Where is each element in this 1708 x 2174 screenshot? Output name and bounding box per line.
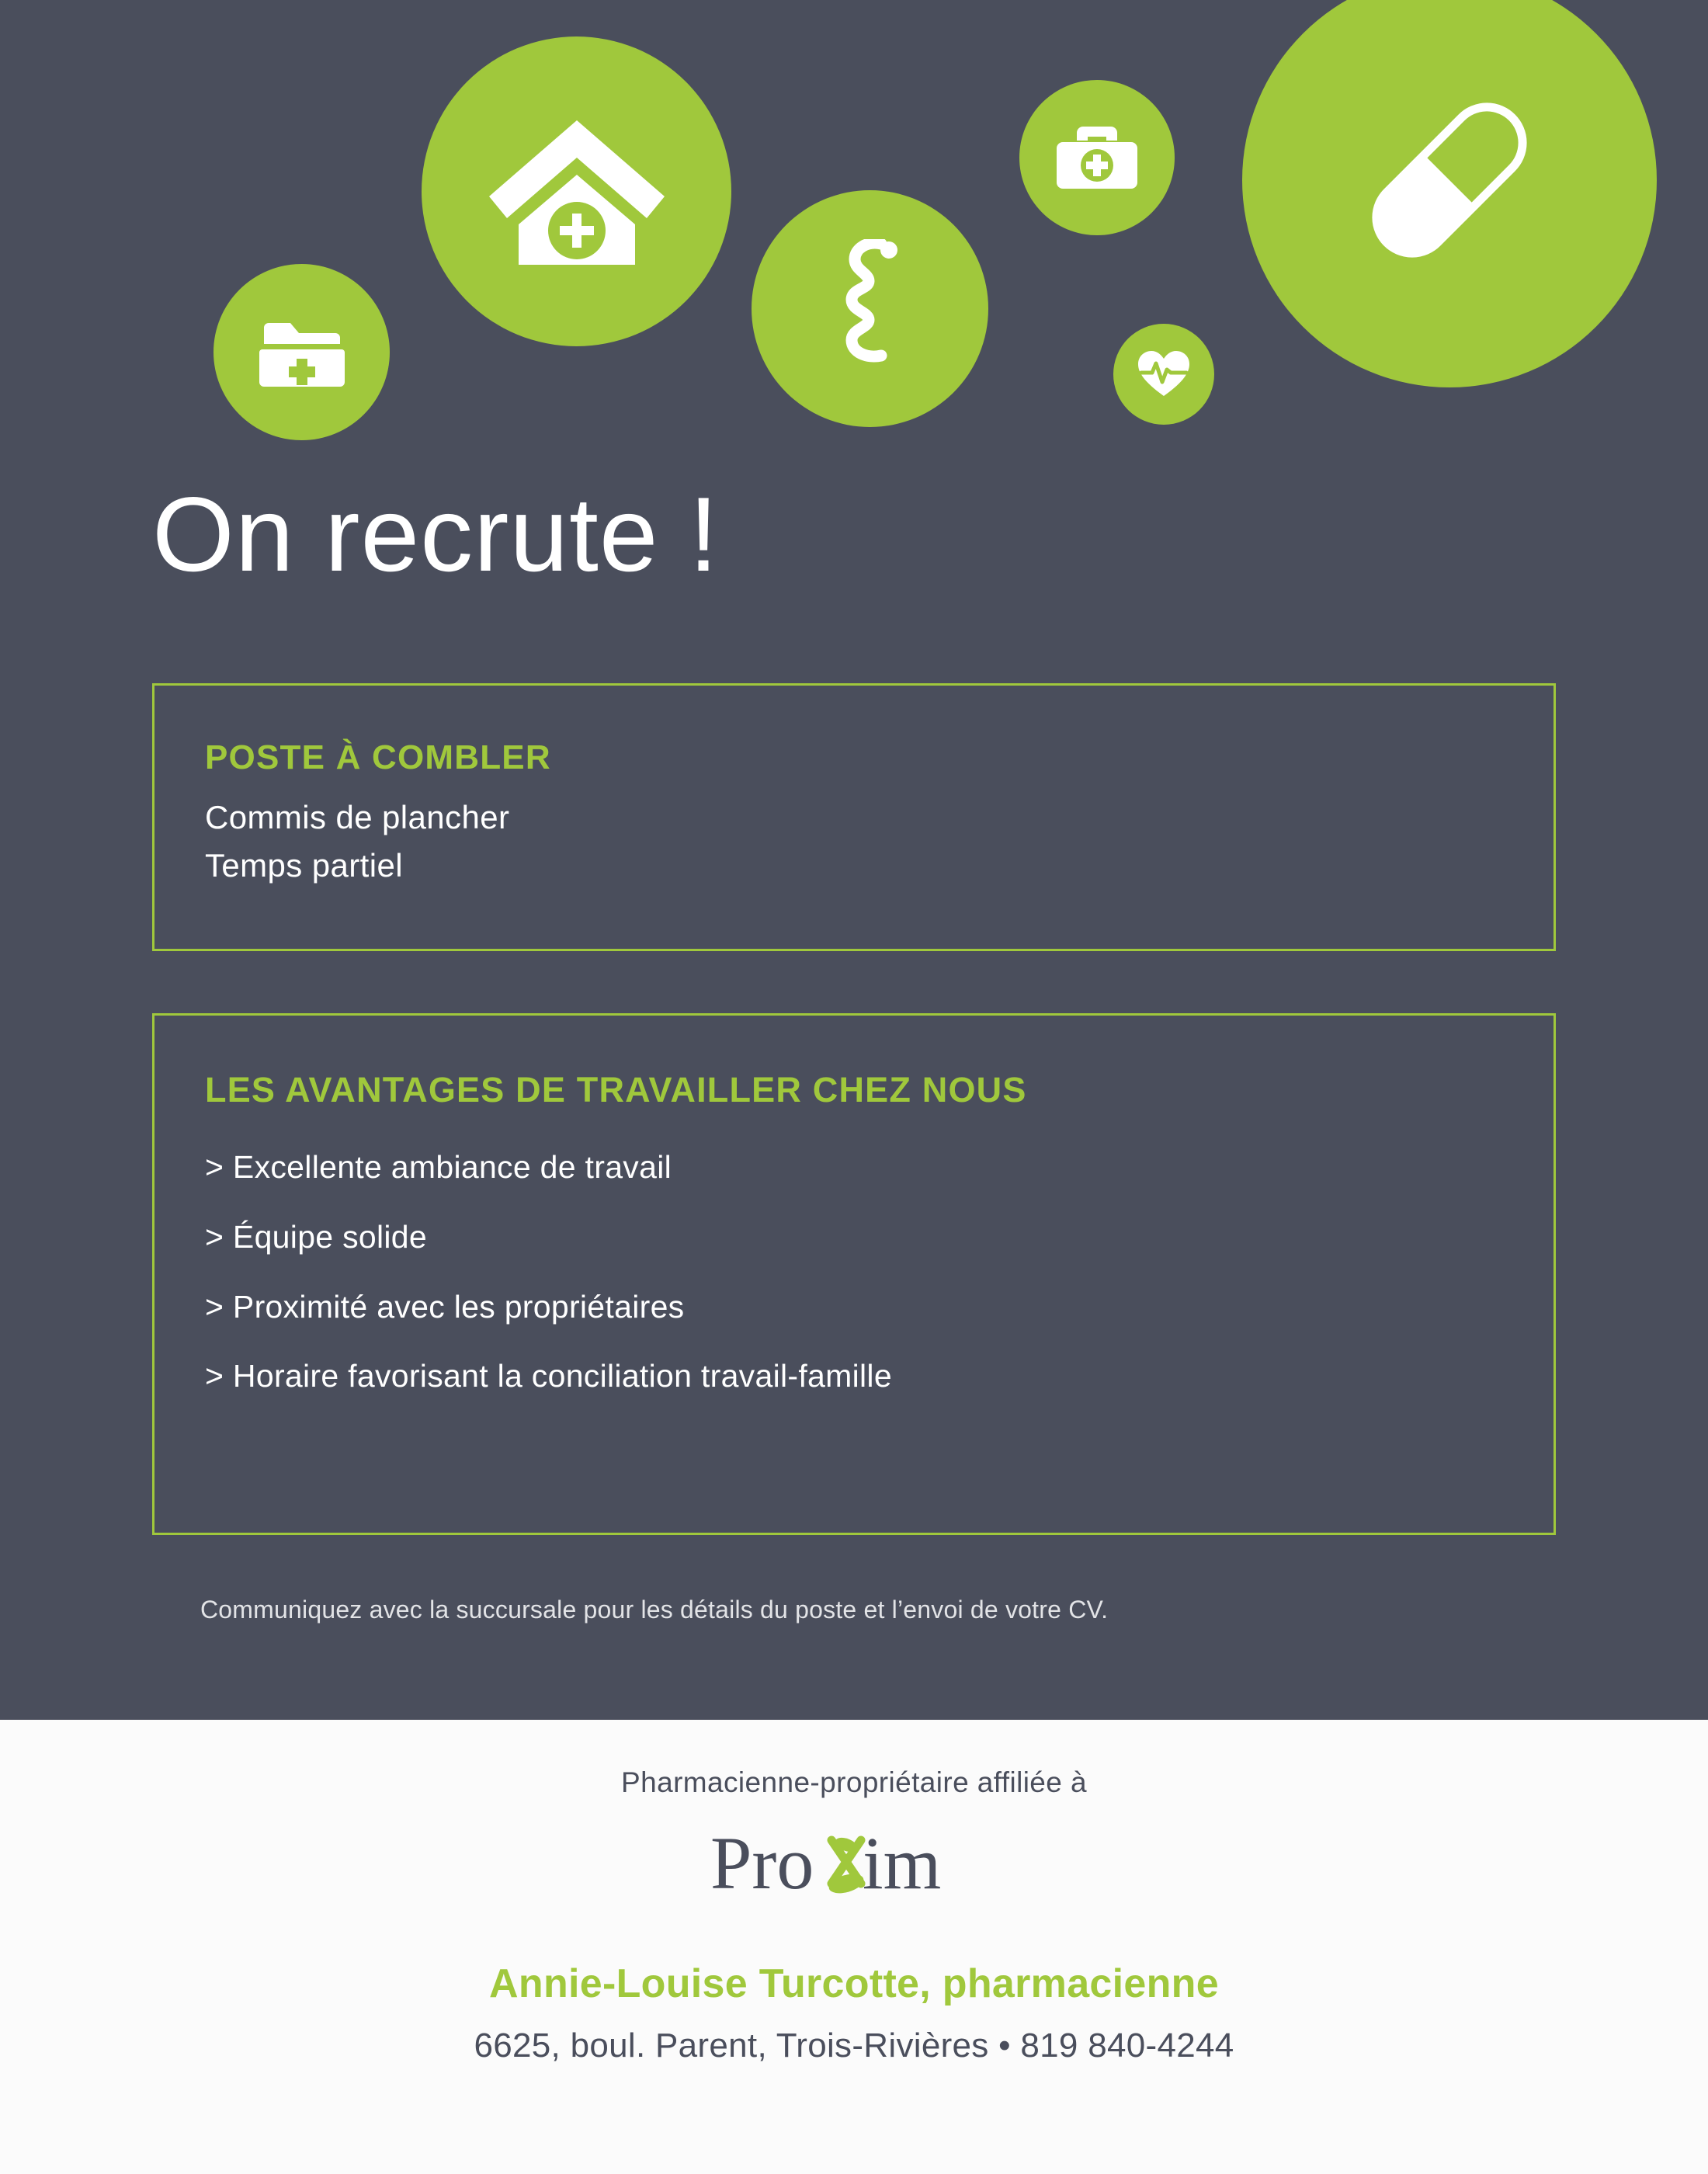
house-plus-icon-bubble <box>422 36 731 346</box>
caduceus-icon <box>824 239 917 379</box>
poste-a-combler-box <box>152 683 1556 951</box>
page-title: On recrute ! <box>152 475 720 593</box>
house-plus-icon <box>488 114 666 269</box>
poste-title-value: Commis de plancher <box>205 799 510 835</box>
poste-a-combler-title: POSTE À COMBLER <box>205 738 551 776</box>
pharmacist-name: Annie-Louise Turcotte, pharmacienne <box>489 1961 1219 2006</box>
affiliation-text: Pharmacienne-propriétaire affiliée à <box>621 1766 1087 1798</box>
avantages-title: LES AVANTAGES DE TRAVAILLER CHEZ NOUS <box>205 1070 1027 1110</box>
svg-text:Pro: Pro <box>710 1825 814 1905</box>
proxim-logo <box>0 1821 1708 1922</box>
proxim-logo-icon <box>710 1825 998 1918</box>
advantage-item: > Proximité avec les propriétaires <box>205 1289 685 1325</box>
first-aid-kit-icon-bubble <box>1019 80 1175 235</box>
poste-schedule-value: Temps partiel <box>205 847 403 884</box>
advantage-item: > Excellente ambiance de travail <box>205 1149 672 1185</box>
pill-capsule-icon <box>1333 64 1566 297</box>
first-aid-kit-icon <box>1055 123 1139 192</box>
advantage-item: > Équipe solide <box>205 1219 428 1255</box>
pill-capsule-icon-bubble <box>1242 0 1657 387</box>
heart-pulse-icon-bubble <box>1113 324 1214 425</box>
address-and-phone: 6625, boul. Parent, Trois-Rivières • 819 840-4244 <box>474 2026 1234 2065</box>
folder-plus-icon <box>259 315 345 390</box>
heart-pulse-icon <box>1137 349 1191 399</box>
caduceus-icon-bubble <box>752 190 988 427</box>
avantages-box <box>152 1013 1556 1535</box>
footer-panel <box>0 1720 1708 2174</box>
svg-text:im: im <box>863 1825 942 1905</box>
advantage-item: > Horaire favorisant la conciliation travail-famille <box>205 1358 892 1394</box>
folder-plus-icon-bubble <box>214 264 390 440</box>
contact-note: Communiquez avec la succursale pour les détails du poste et l’envoi de votre CV. <box>200 1596 1109 1624</box>
